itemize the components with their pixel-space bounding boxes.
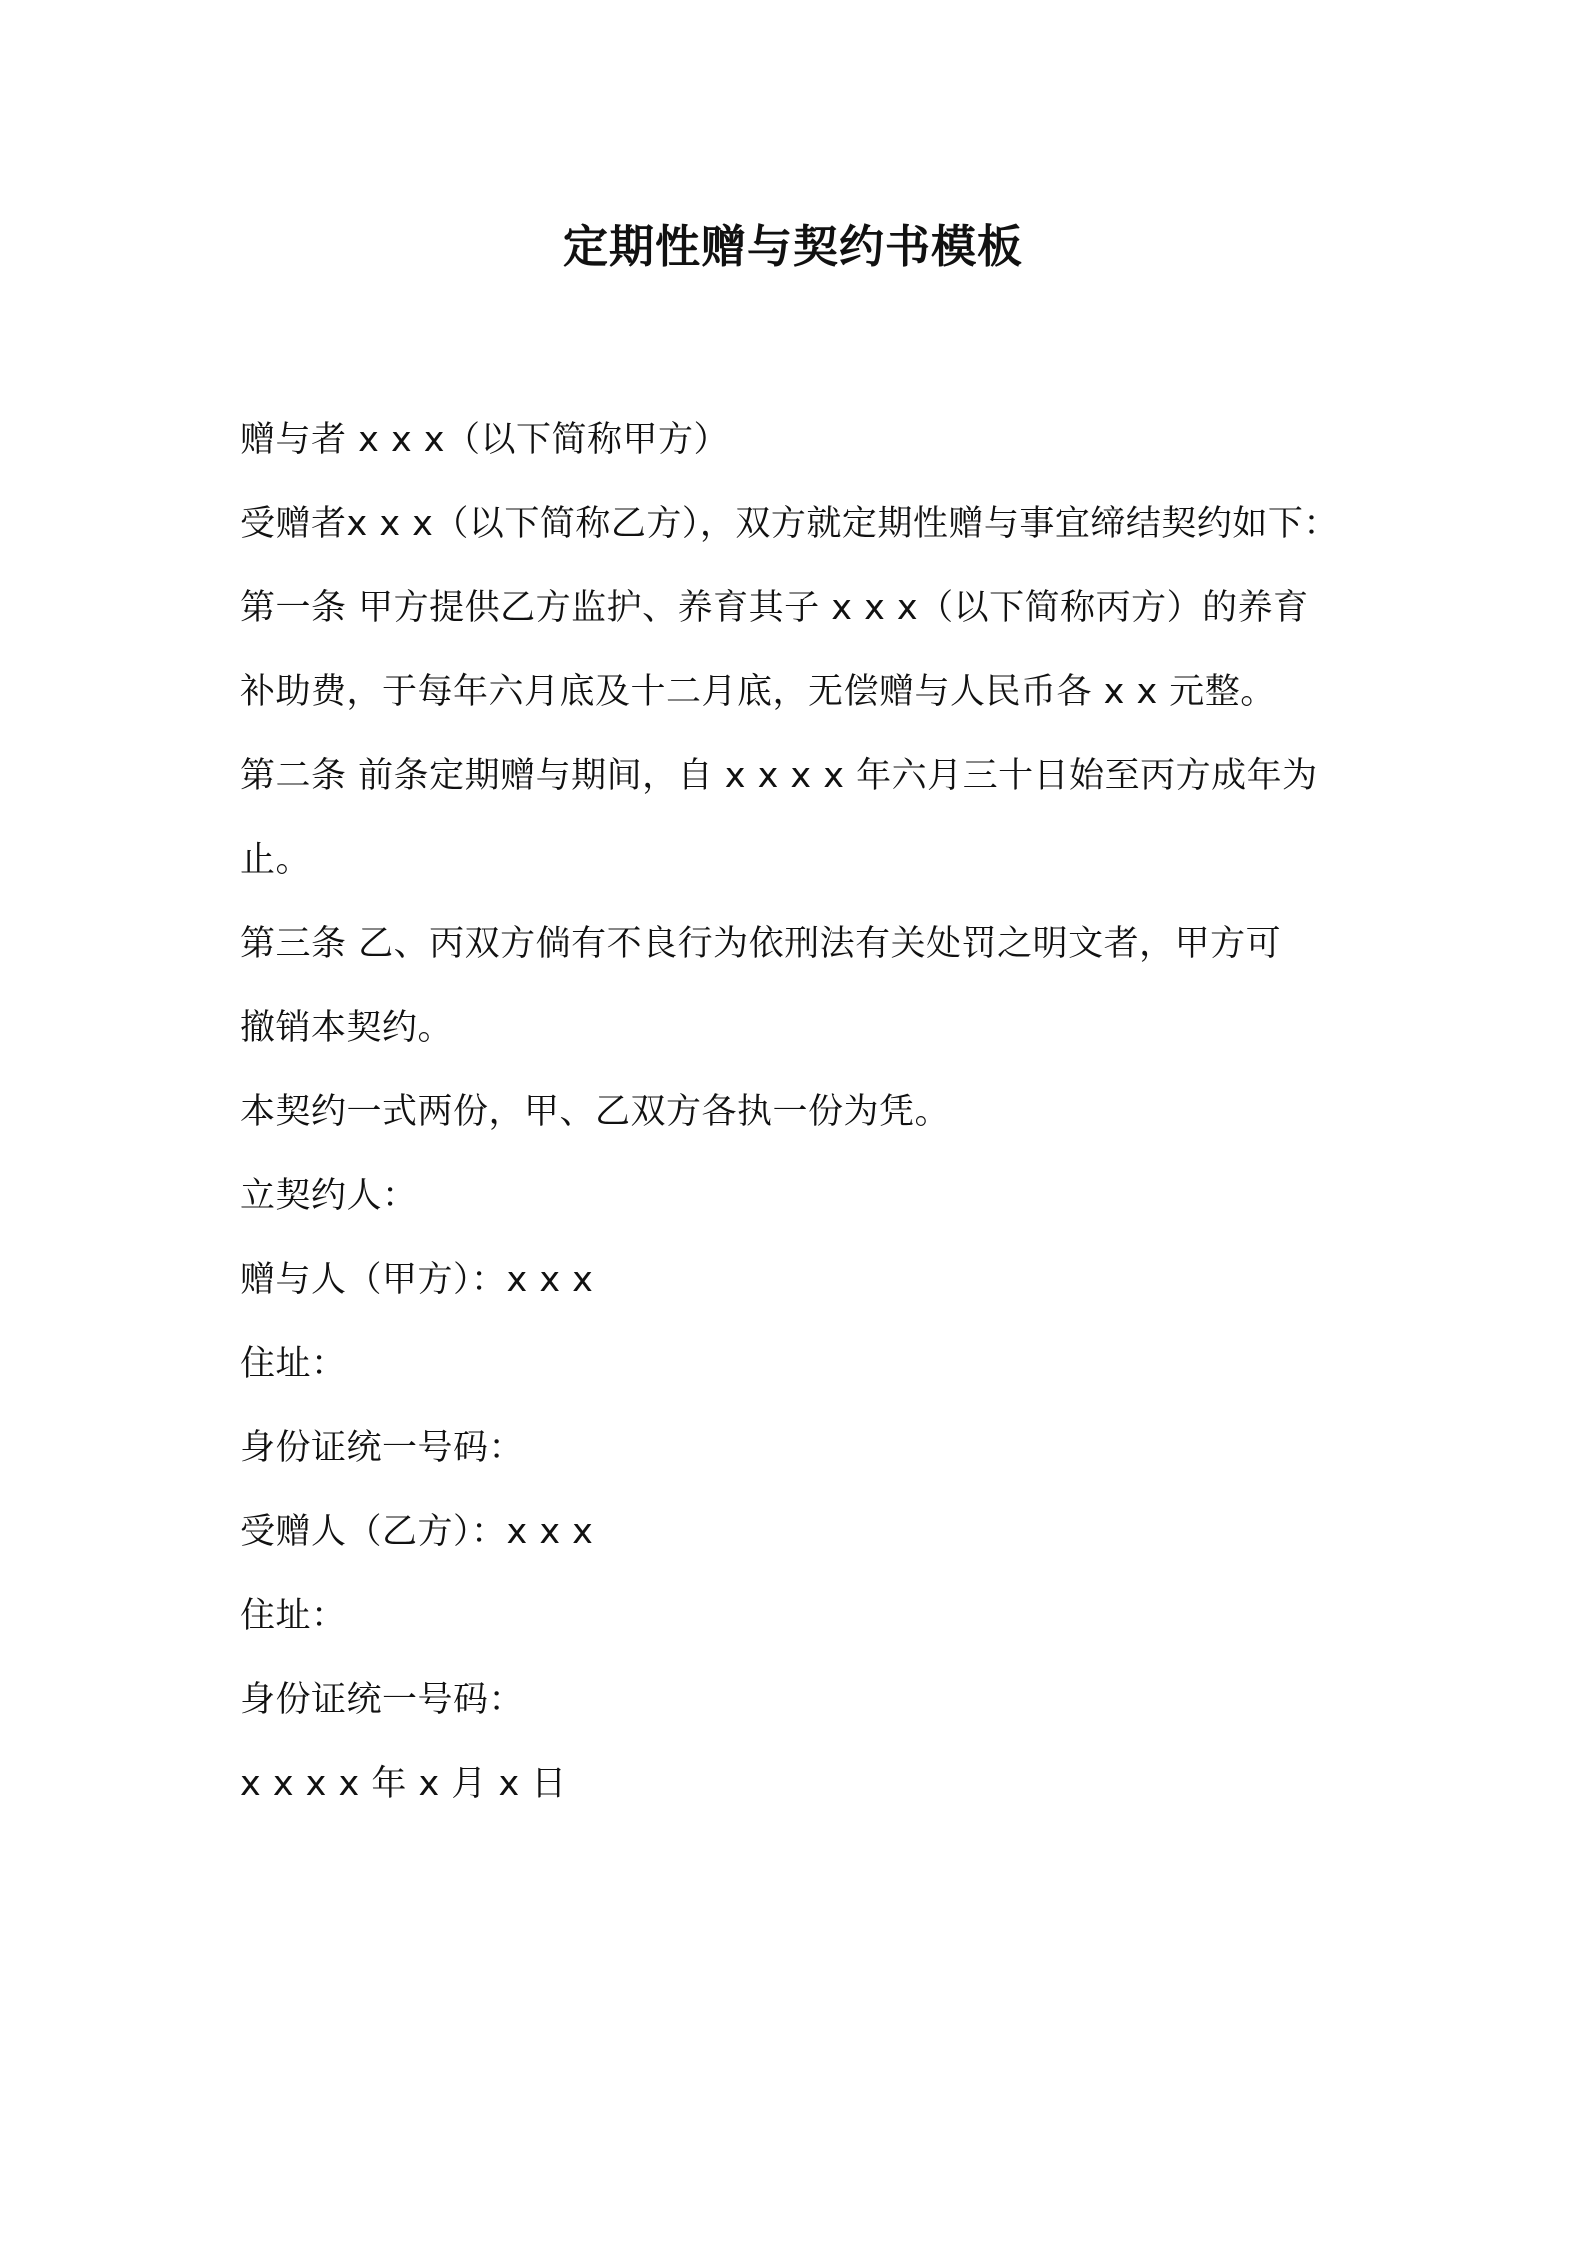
copies-clause: 本契约一式两份，甲、乙双方各执一份为凭。 <box>240 1092 951 1132</box>
article-2-line-1: 第二条 前条定期赠与期间，自 x x x x 年六月三十日始至丙方成年为 <box>240 756 1318 796</box>
contracting-parties-label: 立契约人： <box>240 1176 418 1216</box>
donor-line: 赠与者 x x x（以下简称甲方） <box>240 420 730 460</box>
article-2-line-2: 止。 <box>240 840 312 880</box>
donor-address-label: 住址： <box>240 1344 347 1384</box>
date-line: x x x x 年 x 月 x 日 <box>240 1764 567 1804</box>
article-1-line-1: 第一条 甲方提供乙方监护、养育其子 x x x（以下简称丙方）的养育 <box>240 588 1309 628</box>
article-1-line-2: 补助费，于每年六月底及十二月底，无偿赠与人民币各 x x 元整。 <box>240 672 1276 712</box>
donee-address-label: 住址： <box>240 1596 347 1636</box>
document-title: 定期性赠与契约书模板 <box>562 220 1023 273</box>
article-3-line-2: 撤销本契约。 <box>240 1008 454 1048</box>
donor-signature-line: 赠与人（甲方）：x x x <box>240 1260 594 1300</box>
donee-id-label: 身份证统一号码： <box>240 1680 525 1720</box>
article-3-line-1: 第三条 乙、丙双方倘有不良行为依刑法有关处罚之明文者，甲方可 <box>240 924 1282 964</box>
donor-id-label: 身份证统一号码： <box>240 1428 525 1468</box>
document-body <box>240 398 1365 1826</box>
donee-signature-line: 受赠人（乙方）：x x x <box>240 1512 594 1552</box>
donee-line: 受赠者x x x（以下简称乙方），双方就定期性赠与事宜缔结契约如下： <box>240 504 1339 544</box>
